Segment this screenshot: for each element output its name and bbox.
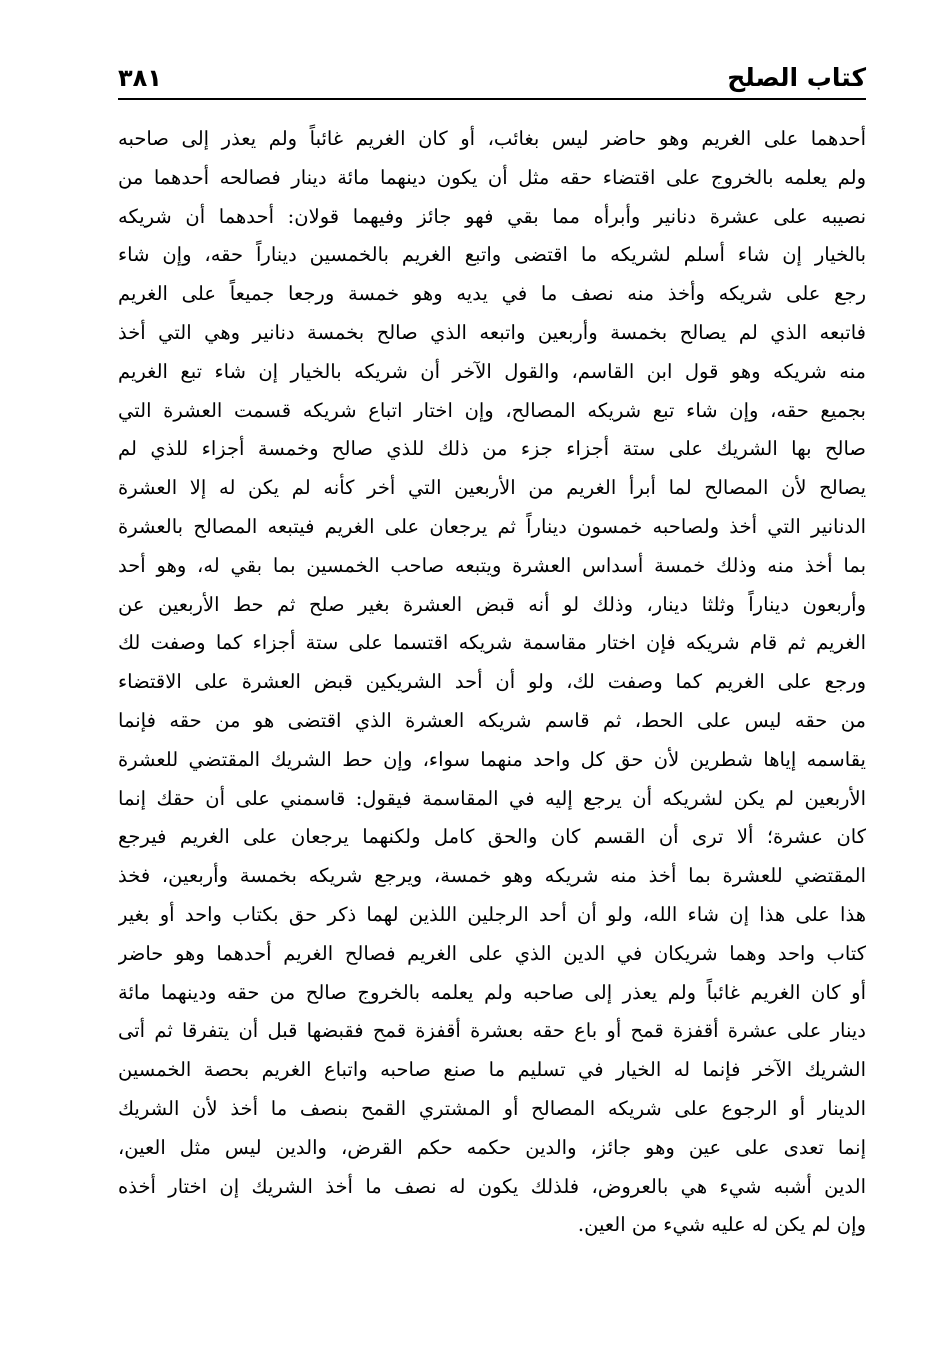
text-line: صالح بها الشريك على ستة أجزاء جزء من ذلك للذي صالح وخمسة أجزاء للذي لم [118, 437, 866, 461]
text-line: كتاب واحد وهما شريكان في الدين الذي على الغريم فصالح الغريم أحدهما وهو حاضر [118, 941, 866, 965]
text-line: المقتضي للعشرة بما أخذ منه شريكه وهو خمسة، ويرجع شريكه بخمسة وأربعين، فخذ [118, 864, 866, 888]
text-line: وأربعون ديناراً وثلثا دينار، وذلك لو أنه قبض العشرة بغير صلح ثم حط الأربعين عن [118, 592, 866, 616]
text-line: يصالح لأن المصالح لما أبرأ الغريم من الأربعين التي أخر كأنه لم يكن له إلا العشرة [118, 476, 866, 500]
text-line: يقاسمه إياها شطرين لأن حق كل واحد منهما سواء، وإن حط الشريك المقتضي للعشرة [118, 747, 866, 771]
text-line: منه شريكه وهو قول ابن القاسم، والقول الآخر أن شريكه بالخيار إن شاء تبع الغريم [118, 359, 866, 383]
text-line: هذا على هذا إن شاء الله، ولو أن أحد الرجلين اللذين لهما ذكر حق بكتاب واحد أو بغير [118, 902, 866, 926]
text-line: الدنانير التي أخذ ولصاحبه خمسون ديناراً ثم يرجعان على الغريم فيتبعه المصالح بالعشرة [118, 514, 866, 538]
text-line: ولم يعلمه بالخروج على اقتضاء حقه مثل أن يكون دينهما مائة دينار فصالحه أحدهما من [118, 165, 866, 189]
header-rule [118, 98, 866, 100]
text-line: بجميع حقه، وإن شاء تبع شريكه المصالح، وإن اختار اتباع شريكه قسمت العشرة التي [118, 398, 866, 422]
text-line: من حقه ليس على الحط، ثم قاسم شريكه العشرة الذي اقتضى هو من حقه فإنما [118, 708, 866, 732]
page-number: ٣٨١ [118, 64, 162, 92]
text-line: نصيبه على عشرة دنانير وأبرأه مما بقي فهو جائز وفيهما قولان: أحدهما أن شريكه [118, 204, 866, 228]
running-title: كتاب الصلح [727, 63, 866, 92]
text-line: الدينار أو الرجوع على شريكه المصالح أو المشتري القمح بنصف ما أخذ لأن الشريك [118, 1096, 866, 1120]
body-text [118, 120, 866, 1245]
text-line: أو كان الغريم غائباً ولم يعذر إلى صاحبه ولم يعلمه بالخروج صالح من حقه ودينهما مائة [118, 980, 866, 1004]
text-line: دينار على عشرة أقفزة قمح أو باع حقه بعشرة أقفزة قمح فقبضها قبل أن يتفرقا ثم أتى [118, 1019, 866, 1043]
text-line: ورجع على الغريم كما وصفت لك، ولو أن أحد الشريكين قبض العشرة على الاقتضاء [118, 670, 866, 694]
page-header [118, 60, 866, 96]
text-line: الأربعين لم يكن لشريكه أن يرجع إليه في المقاسمة فيقول: قاسمني على أن حقك إنما [118, 786, 866, 810]
text-line: فاتبعه الذي لم يصالح بخمسة وأربعين واتبعه الذي صالح بخمسة دنانير وهي التي أخذ [118, 320, 866, 344]
text-line: إنما تعدى على عين وهو جائز، والدين حكمه حكم القرض، والدين ليس مثل العين، [118, 1135, 866, 1159]
text-line: بما أخذ منه وذلك خمسة أسداس العشرة ويتبعه صاحب الخمسين بما بقي له، وهو أحد [118, 553, 866, 577]
text-line: الشريك الآخر فإنما له الخيار في تسليم ما صنع صاحبه واتباع الغريم بحصة الخمسين [118, 1058, 866, 1082]
text-line-last: وإن لم يكن له عليه شيء من العين. [577, 1213, 866, 1237]
text-line: الغريم ثم قام شريكه فإن اختار مقاسمة شريكه اقتسما على ستة أجزاء كما وصفت لك [118, 631, 866, 655]
text-line: أحدهما على الغريم وهو حاضر ليس بغائب، أو كان الغريم غائباً ولم يعذر إلى صاحبه [118, 127, 866, 150]
text-line: بالخيار إن شاء أسلم لشريكه ما اقتضى واتبع الغريم بالخمسين ديناراً حقه، وإن شاء [118, 243, 866, 267]
text-line: الدين أشبه شيء هي بالعروض، فلذلك يكون له نصف ما أخذ الشريك إن اختار أخذه [118, 1174, 866, 1198]
text-line: رجع على شريكه وأخذ منه نصف ما في يديه وهو خمسة ورجعا جميعاً على الغريم [118, 282, 866, 306]
text-line: كان عشرة؛ ألا ترى أن القسم كان والحق كامل ولكنهما يرجعان على الغريم فيرجع [118, 825, 866, 849]
